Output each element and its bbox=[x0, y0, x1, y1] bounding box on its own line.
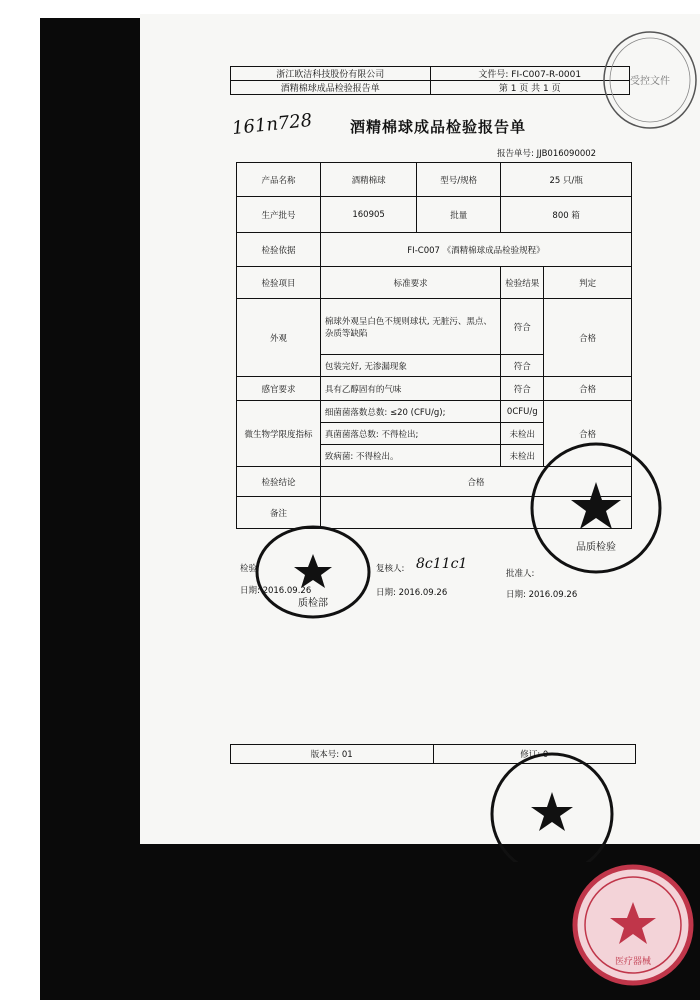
document-header bbox=[230, 66, 630, 95]
svg-text:受控文件: 受控文件 bbox=[630, 76, 670, 87]
product-name-label: 产品名称 bbox=[237, 163, 321, 197]
lot-value: 800 箱 bbox=[501, 197, 632, 233]
micro-result-1: 0CFU/g bbox=[501, 401, 544, 423]
col-judgement: 判定 bbox=[544, 267, 632, 299]
product-name: 酒精棉球 bbox=[320, 163, 416, 197]
company-seal-stamp bbox=[528, 438, 664, 578]
micro-standard-1: 细菌菌落数总数: ≤20 (CFU/g); bbox=[320, 401, 500, 423]
reviewer-label: 复核人: bbox=[376, 564, 405, 574]
distributor-red-seal bbox=[572, 864, 694, 986]
approver-label: 批准人: bbox=[506, 569, 535, 579]
conclusion-label: 检验结论 bbox=[237, 467, 321, 497]
reviewer-date: 日期: 2016.09.26 bbox=[376, 588, 448, 598]
handwritten-note: 161n728 bbox=[231, 109, 314, 140]
model-label: 型号/规格 bbox=[417, 163, 501, 197]
controlled-document-stamp bbox=[600, 28, 700, 132]
company-name: 浙江欧洁科技股份有限公司 bbox=[231, 67, 431, 81]
micro-result-3: 未检出 bbox=[501, 445, 544, 467]
batch-no-label: 生产批号 bbox=[237, 197, 321, 233]
version-number: 版本号: 01 bbox=[231, 745, 434, 764]
col-item: 检验项目 bbox=[237, 267, 321, 299]
qc-department-stamp bbox=[254, 524, 372, 620]
svg-text:质检部: 质检部 bbox=[298, 598, 328, 609]
appearance-item: 外观 bbox=[237, 299, 321, 377]
basis-value: FI-C007 《酒精棉球成品检验规程》 bbox=[320, 233, 631, 267]
appearance-judgement: 合格 bbox=[544, 299, 632, 377]
approver-date: 日期: 2016.09.26 bbox=[506, 590, 578, 600]
revision-number: 修订: 0 bbox=[433, 745, 636, 764]
batch-no: 160905 bbox=[320, 197, 416, 233]
form-name: 酒精棉球成品检验报告单 bbox=[231, 81, 431, 95]
sensory-standard: 具有乙醇固有的气味 bbox=[320, 377, 500, 401]
document-title: 酒精棉球成品检验报告单 bbox=[350, 118, 527, 136]
appearance-result-2: 符合 bbox=[501, 355, 544, 377]
sensory-judgement: 合格 bbox=[544, 377, 632, 401]
col-result: 检验结果 bbox=[501, 267, 544, 299]
sensory-item: 感官要求 bbox=[237, 377, 321, 401]
bottom-receipt-stamp bbox=[486, 752, 618, 862]
lot-label: 批量 bbox=[417, 197, 501, 233]
model-value: 25 只/瓶 bbox=[501, 163, 632, 197]
conclusion-value: 合格 bbox=[320, 467, 631, 497]
report-number: 报告单号: JJB016090002 bbox=[497, 149, 597, 159]
svg-text:医疗器械: 医疗器械 bbox=[614, 957, 652, 967]
micro-result-2: 未检出 bbox=[501, 423, 544, 445]
appearance-standard-1: 棉球外观呈白色不规则球状, 无脏污、黑点、杂质等缺陷 bbox=[320, 299, 500, 355]
micro-standard-2: 真菌菌落总数: 不得检出; bbox=[320, 423, 500, 445]
appearance-result-1: 符合 bbox=[501, 299, 544, 355]
micro-standard-3: 致病菌: 不得检出。 bbox=[320, 445, 500, 467]
sensory-result: 符合 bbox=[501, 377, 544, 401]
page-number: 第 1 页 共 1 页 bbox=[430, 81, 630, 95]
reviewer-signature: 8c11c1 bbox=[416, 556, 468, 572]
inspector-date: 日期: 2016.09.26 bbox=[240, 586, 312, 596]
micro-judgement: 合格 bbox=[544, 401, 632, 467]
basis-label: 检验依据 bbox=[237, 233, 321, 267]
appearance-standard-2: 包装完好, 无渗漏现象 bbox=[320, 355, 500, 377]
svg-text:品质检验: 品质检验 bbox=[576, 542, 616, 553]
col-standard: 标准要求 bbox=[320, 267, 500, 299]
inspector-label: 检验 bbox=[240, 564, 258, 574]
remarks-label: 备注 bbox=[237, 497, 321, 529]
micro-item: 微生物学限度指标 bbox=[237, 401, 321, 467]
file-number: 文件号: FI-C007-R-0001 bbox=[430, 67, 630, 81]
